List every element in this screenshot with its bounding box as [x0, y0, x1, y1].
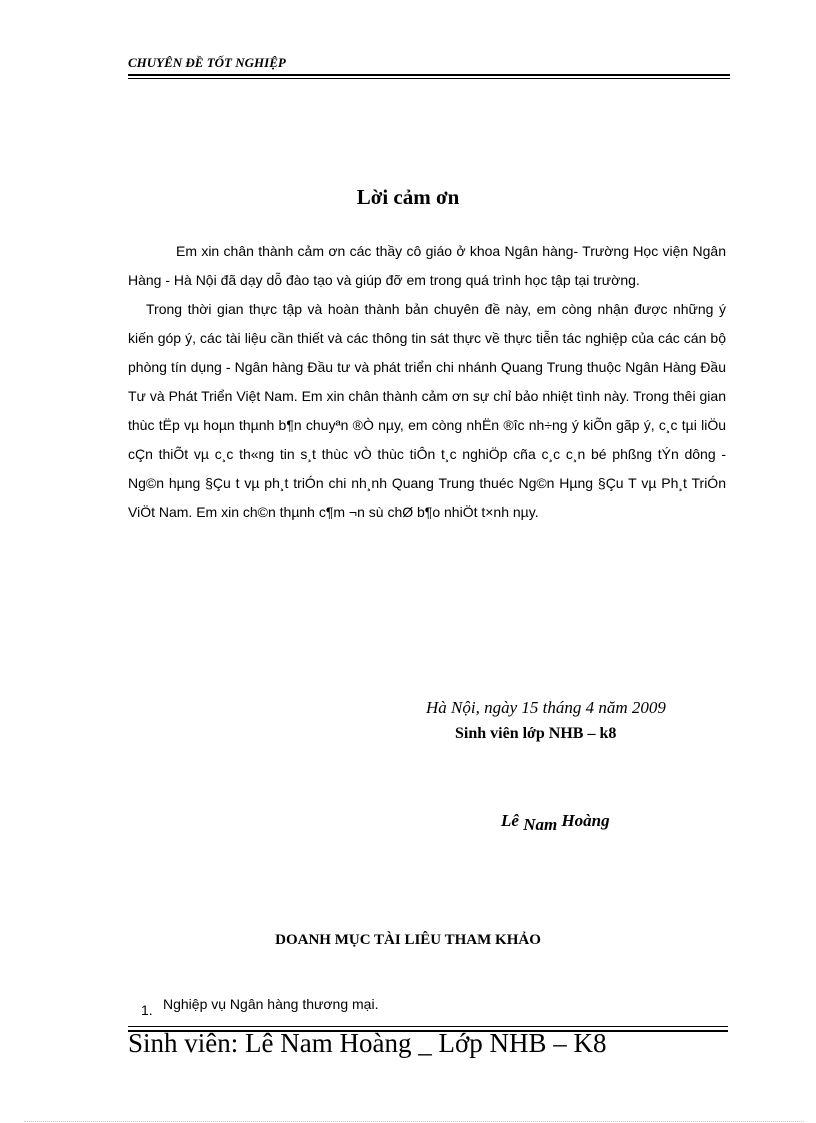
signature-middle: Nam [523, 815, 558, 834]
place-date: Hà Nội, ngày 15 tháng 4 năm 2009 [426, 698, 666, 717]
paragraph-thanks: Em xin chân thành cảm ơn các thầy cô giáo ở khoa Ngân hàng- Trường Học viện Ngân Hàng - Hà Nội đã dạy dỗ đào tạo và giúp đỡ em trong quá trình học tập tại trường. [128, 243, 726, 288]
header-rule-thin [128, 78, 730, 79]
list-item-number: 1. [141, 1002, 153, 1018]
signature-first: Lê [501, 811, 519, 830]
references-title: DOANH MỤC TÀI LIÊU THAM KHẢO [275, 932, 541, 948]
list-item-text: Nghiệp vụ Ngân hàng thương mại. [163, 996, 379, 1012]
page-bottom-dotted-line [24, 1121, 804, 1122]
page-header-title: CHUYÊN ĐỀ TỐT NGHIỆP [128, 55, 286, 70]
list-item [141, 996, 379, 1018]
paragraph-internship: Trong thời gian thực tập và hoàn thành bản chuyên đề này, em còng nhận được những ý kiến góp ý, các tài liệu cần thiết và các thông tin sát thực về thực tiễn tác nghiệp của các cán bộ phòng tín dụng - Ngân hàng Đầu tư và phát triển chi nhánh Quang Trung thuộc Ngân Hàng Đầu Tư và Phát Triển Việt Nam. Em xin chân thành cảm ơn sự chỉ bảo nhiệt tình này. Trong thêi gian thùc tËp vµ hoµn thµnh b¶n chuyªn ®Ò nµy, em còng nhËn ®îc nh÷ng ý kiÕn gãp ý, c¸c tµi liÖu cÇn thiÕt vµ c¸c th«ng tin s¸t thùc vÒ thùc tiÔn t¸c nghiÖp cña c¸c c¸n bé phßng tÝn dông - Ng©n hµng §Çu t vµ ph¸t triÓn chi nh¸nh Quang Trung thuéc Ng©n Hµng §Çu T vµ Ph¸t TriÓn ViÖt Nam. Em xin ch©n thµnh c¶m ¬n sù chØ b¶o nhiÖt t×nh nµy. [128, 301, 726, 520]
page-footer: Sinh viên: Lê Nam Hoàng _ Lớp NHB – K8 [128, 1028, 607, 1058]
header-rule-thick [128, 74, 730, 76]
signature-last: Hoàng [561, 811, 610, 830]
page-title: Lời cảm ơn [356, 185, 460, 209]
signature-name [501, 811, 610, 834]
footer-rule-thin [128, 1026, 728, 1027]
references-list [141, 996, 379, 1018]
student-class: Sinh viên lớp NHB – k8 [455, 725, 617, 742]
body-text [128, 237, 726, 527]
